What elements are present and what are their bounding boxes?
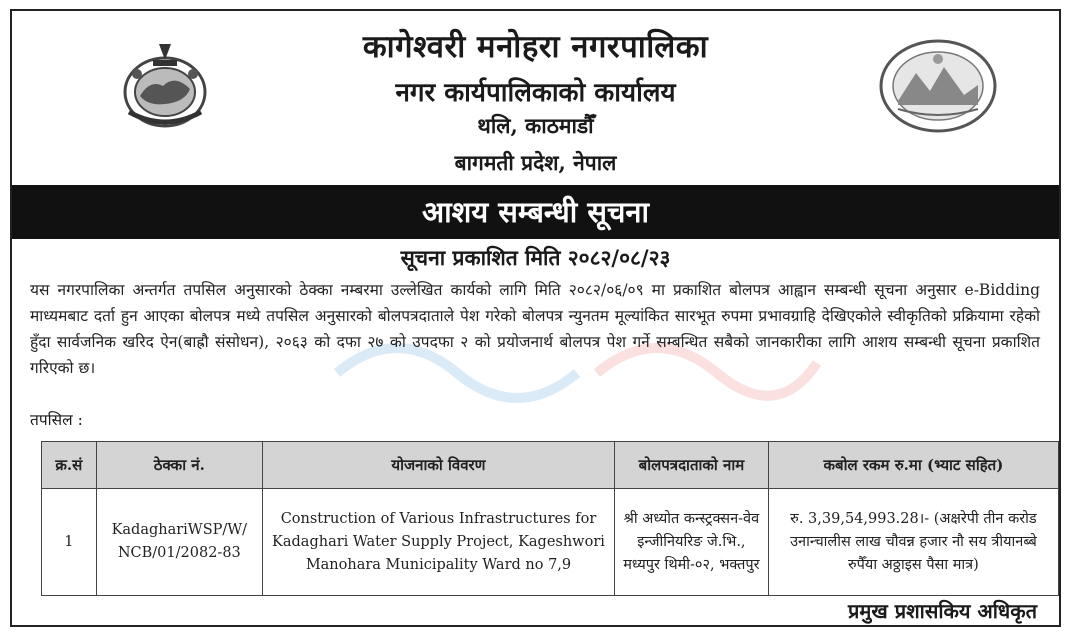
signatory-title: प्रमुख प्रशासकिय अधिकृत [848, 599, 1037, 623]
table-row [42, 489, 1059, 596]
province-country: बागमती प्रदेश, नेपाल [454, 150, 617, 175]
details-label: तपसिल : [30, 411, 83, 429]
cell-amount: रु. 3,39,54,993.28।- (अक्षरेपी तीन करोड उनान्चालीस लाख चौवन्न हजार नौ सय त्रीयानब्बे रुपैँया अठ्ठाइस पैसा मात्र) [768, 489, 1058, 596]
header-amount: कबोल रकम रु.मा (भ्याट सहित) [768, 442, 1058, 489]
cell-contract-no: KadaghariWSP/W/ NCB/01/2082-83 [96, 489, 262, 596]
header-sn: क्र.सं [42, 442, 97, 489]
published-date: सूचना प्रकाशित मिति २०८२/०८/२३ [400, 245, 671, 270]
cell-sn: 1 [42, 489, 97, 596]
notice-frame [10, 9, 1061, 627]
letterhead [12, 11, 1059, 181]
header-contract-no: ठेक्का नं. [96, 442, 262, 489]
cell-description: Construction of Various Infrastructures for Kadaghari Water Supply Project, Kageshwori Manohara Municipality Ward no 7,9 [262, 489, 614, 596]
office-name: नगर कार्यपालिकाको कार्यालय [395, 78, 676, 108]
header-bidder: बोलपत्रदाताको नाम [615, 442, 769, 489]
notice-paragraph: यस नगरपालिका अन्तर्गत तपसिल अनुसारको ठेक्का नम्बरमा उल्लेखित कार्यको लागि मिति २०८२/०६/०९ मा प्रकाशित बोलपत्र आह्वान सम्बन्धी सूचना अनुसार e-Bidding माध्यमबाट दर्ता हुन आएका बोलपत्र मध्ये तपसिल अनुसारको बोलपत्रदाताले पेश गरेको बोलपत्र न्युनतम मूल्यांकित सारभूत रुपमा प्रभावग्राहि देखिएकोले स्वीकृतिको प्रक्रियामा रहेको हुँदा सार्वजनिक खरिद ऐन(बाह्रौ संसोधन), २०६३ को दफा २७ को उपदफा २ को प्रयोजनार्थ बोलपत्र पेश गर्ने सम्बन्धित सबैको जानकारीका लागि आशय सम्बन्धी सूचना प्रकाशित गरिएको छ। [30, 281, 1040, 377]
notice-title-banner: आशय सम्बन्धी सूचना [12, 185, 1059, 239]
header-description: योजनाको विवरण [262, 442, 614, 489]
municipality-name: कागेश्वरी मनोहरा नगरपालिका [362, 29, 709, 65]
office-location: थलि, काठमाडौँ [477, 113, 594, 138]
table-header-row [42, 442, 1059, 489]
bid-details-table [41, 441, 1059, 596]
cell-bidder: श्री अध्योत कन्स्ट्रक्सन-वेव इन्जीनियरिङ जे.भि., मध्यपुर थिमी-०२, भक्तपुर [615, 489, 769, 596]
